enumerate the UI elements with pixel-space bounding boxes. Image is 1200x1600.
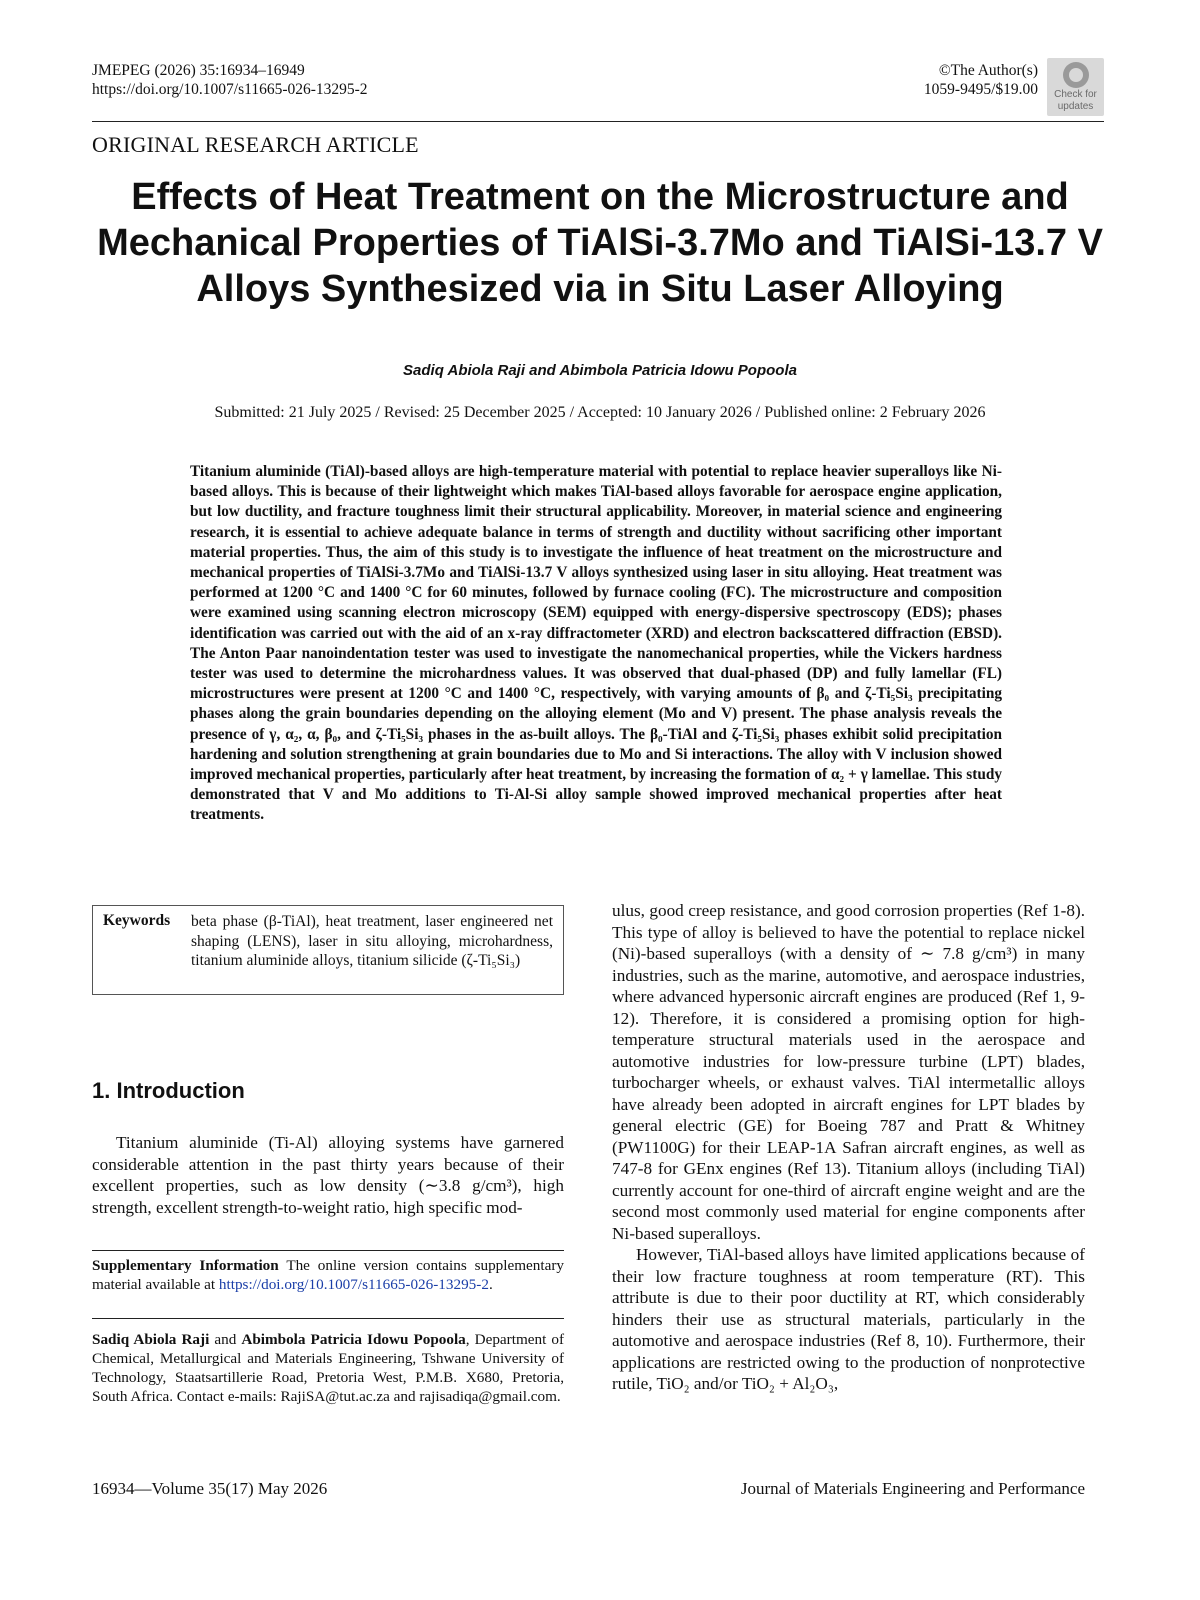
check-for-updates-icon [1063,62,1089,88]
badge-label-2: updates [1057,101,1094,112]
keywords-text: beta phase (β-TiAl), heat treatment, laser engineered net shaping (LENS), laser in situ alloying, microhardness, titanium aluminide alloys, titanium silicide (ζ-Ti₅Si₃) [191,913,553,969]
publication-dates: Submitted: 21 July 2025 / Revised: 25 December 2025 / Accepted: 10 January 2026 / Published online: 2 February 2026 [214,404,986,421]
footer-volume: 16934—Volume 35(17) May 2026 [92,1479,328,1498]
affiliation-text: , Department of Chemical, Metallurgical and Materials Engineering, Tshwane University of Technology, Staatsartillerie Road, Pretoria West, P.M.B. X680, Pretoria, South Africa. Contact e-mails: RajiSA@tut.ac.za and rajisadiqa@gmail.com. [92,1331,565,1405]
right-column [612,900,1085,1395]
article-title: Effects of Heat Treatment on the Microstructure and Mechanical Properties of TiAlSi-3.7Mo and TiAlSi-13.7 V Alloys Synthesized via in Situ Laser Alloying [97,176,1103,310]
article-type: ORIGINAL RESEARCH ARTICLE [92,132,419,157]
affiliation-divider [92,1318,564,1319]
badge-label-1: Check for [1054,89,1097,100]
copyright-notice: ©The Author(s) [938,62,1038,79]
author-affiliation [92,1330,564,1406]
header-divider [92,121,1104,122]
abstract: Titanium aluminide (TiAl)-based alloys are high-temperature material with potential to replace heavier superalloys like Ni-based alloys. This is because of their lightweight which makes TiAl-based alloys favorable for aerospace engine application, but low ductility, and fracture toughness limit their structural applicability. Moreover, in material science and engineering research, it is essential to achieve adequate balance in terms of strength and ductility without sacrificing other important material properties. Thus, the aim of this study is to investigate the influence of heat treatment on the microstructure and mechanical properties of TiAlSi-3.7Mo and TiAlSi-13.7 V alloys synthesized using laser in situ alloying. Heat treatment was performed at 1200 °C and 1400 °C for 60 minutes, followed by furnace cooling (FC). The microstructure and composition were examined using scanning electron microscopy (SEM) equipped with energy-dispersive spectroscopy (EDS); phases identification was carried out with the aid of an x-ray diffractometer (XRD) and electron backscattered diffraction (EBSD). The Anton Paar nanoindentation tester was used to investigate the nanomechanical properties, while the Vickers hardness tester was used to determine the microhardness values. It was observed that dual-phased (DP) and fully lamellar (FL) microstructures were present at 1200 °C and 1400 °C, respectively, with varying amounts of β₀ and ζ-Ti₅Si₃ precipitating phases along the grain boundaries depending on the alloying element (Mo and V) present. The phase analysis reveals the presence of γ, α₂, α, β₀, and ζ-Ti₅Si₃ phases in the as-built alloys. The β₀-TiAl and ζ-Ti₅Si₃ phases exhibit solid precipitation hardening and solution strengthening at grain boundaries due to Mo and Si interactions. The alloy with V inclusion showed improved mechanical properties, particularly after heat treatment, by increasing the formation of α₂ + γ lamellae. This study demonstrated that V and Mo additions to Ti-Al-Si alloy sample showed improved mechanical properties after heat treatments. [190,463,1002,824]
supplementary-info: Supplementary Information The online version contains supplementary material available at https://doi.org/10.1007/s11665-026-13295-2. [92,1257,564,1293]
supp-label: Supplementary Information [92,1257,279,1274]
affiliation-and: and [214,1331,237,1348]
author-list: Sadiq Abiola Raji and Abimbola Patricia Idowu Popoola [403,362,797,379]
affiliation-author-2: Abimbola Patricia Idowu Popoola [241,1331,466,1348]
journal-reference: JMEPEG (2026) 35:16934–16949 [92,62,305,79]
intro-paragraph-right-2: However, TiAl-based alloys have limited applications because of their low fracture toughness at room temperature (RT). This attribute is due to their poor ductility at RT, which considerably hinders their use as structural materials, particularly in the automotive and aerospace industries (Ref 8, 10). Furthermore, their applications are restricted owing to the production of nonprotective rutile, TiO₂ and/or TiO₂ + Al₂O₃, [612,1245,1085,1393]
doi-link[interactable]: https://doi.org/10.1007/s11665-026-13295-2 [92,81,368,98]
journal-header-left [92,61,368,99]
journal-header-right [880,61,1038,99]
intro-paragraph-right-1: ulus, good creep resistance, and good corrosion properties (Ref 1-8). This type of alloy is believed to have the potential to replace nickel (Ni)-based superalloys (with a density of ∼ 7.8 g/cm³) in many industries, such as the marine, automotive, and aerospace industries, where advanced hypersonic aircraft engines are produced (Ref 1, 9-12). Therefore, it is considered a promising option for high-temperature structural materials used in the aerospace and automotive industries for low-pressure turbine (LPT) blades, turbocharger wheels, or exhaust valves. TiAl intermetallic alloys have already been adopted in aircraft engines for LPT blades by general electric (GE) for Boeing 787 and Pratt & Whitney (PW1100G) for their LEAP-1A Safran aircraft engines, as well as 747-8 for GEnx engines (Ref 13). Titanium alloys (including TiAl) currently account for one-third of aircraft engine weight and are the second most commonly used material for engine components after Ni-based superalloys. [612,901,1085,1243]
check-for-updates-badge[interactable] [1047,58,1104,116]
supp-text: The online version contains supplementary material available at [92,1257,564,1293]
issn-price: 1059-9495/$19.00 [923,81,1038,98]
intro-paragraph-left: Titanium aluminide (Ti-Al) alloying systems have garnered considerable attention in the past thirty years because of their excellent properties, such as low density (∼3.8 g/cm³), high strength, excellent strength-to-weight ratio, high specific mod- [92,1133,564,1217]
keywords-label: Keywords [103,912,171,929]
section-heading-introduction: 1. Introduction [92,1078,245,1103]
footer-journal: Journal of Materials Engineering and Performance [740,1479,1085,1498]
affiliation-author-1: Sadiq Abiola Raji [92,1331,210,1348]
supp-link[interactable]: https://doi.org/10.1007/s11665-026-13295-2 [218,1276,489,1293]
footnote-divider [92,1250,564,1251]
